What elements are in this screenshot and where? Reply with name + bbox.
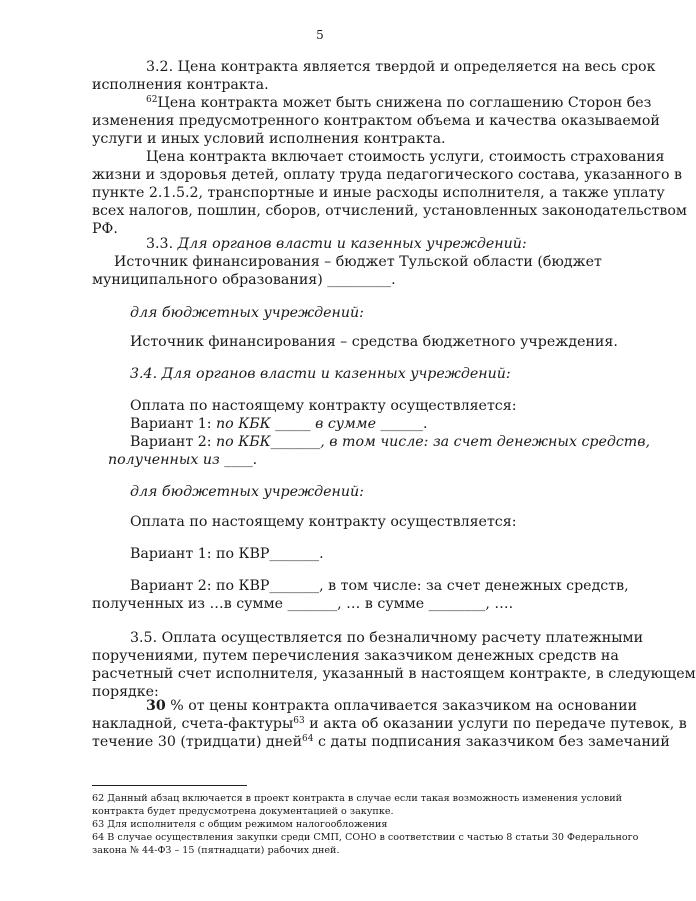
text-line: исполнения контракта.: [92, 77, 269, 93]
text-line: 3.4. Для органов власти и казенных учреждений:: [130, 366, 511, 382]
text-line: для бюджетных учреждений:: [130, 484, 364, 500]
text-line: течение 30 (тридцати) дней$^{64}$ с даты подписания заказчиком без замечаний: [92, 734, 670, 750]
text-line: жизни и здоровья детей, оплату труда педагогического состава, указанного в: [92, 167, 682, 183]
footnote-ref[interactable]: 64: [302, 734, 314, 744]
text-line: Цена контракта включает стоимость услуги, стоимость страхования: [146, 149, 665, 165]
text-line: 3.3. Для органов власти и казенных учреждений:: [146, 236, 527, 252]
text-line: 3.5. Оплата осуществляется по безналичному расчету платежными: [130, 630, 644, 646]
text-line: всех налогов, пошлин, сборов, отчислений, установленных законодательством: [92, 203, 687, 219]
text-line: РФ.: [92, 221, 118, 237]
text-line: Оплата по настоящему контракту осуществляется:: [130, 398, 517, 414]
footnote-ref[interactable]: 63: [293, 716, 305, 726]
text-line: поручениями, путем перечисления заказчиком денежных средств на: [92, 648, 619, 664]
text-line: муниципального образования) _________.: [92, 272, 396, 288]
text-line: полученных из …в сумме _______, … в сумме ________, ….: [92, 596, 514, 612]
footnote-separator: [92, 785, 247, 786]
text-line: пункте 2.1.5.2, транспортные и иные расходы исполнителя, а также уплату: [92, 185, 665, 201]
text-line: Вариант 1: по КБК _____ в сумме ______.: [130, 416, 428, 432]
text-line: расчетный счет исполнителя, указанный в настоящем контракте, в следующем: [92, 666, 696, 682]
footnote-line: закона № 44-ФЗ – 15 (пятнадцати) рабочих дней.: [92, 845, 340, 856]
text-line: Вариант 1: по КВР_______.: [130, 546, 324, 562]
text-line: Оплата по настоящему контракту осуществляется:: [130, 514, 517, 530]
text-line: для бюджетных учреждений:: [130, 305, 364, 321]
footnote-ref[interactable]: 62: [146, 95, 158, 105]
footnote-line: 62 Данный абзац включается в проект контракта в случае если такая возможность изменения условий: [92, 793, 623, 804]
text-line: порядке:: [92, 684, 159, 700]
page-number: 5: [316, 28, 324, 42]
text-line: Вариант 2: по КБК_______, в том числе: за счет денежных средств,: [130, 434, 651, 450]
text-line: полученных из ____.: [108, 452, 258, 468]
text-line: 3.2. Цена контракта является твердой и определяется на весь срок: [146, 59, 656, 75]
footnote-line: 64 В случае осуществления закупки среди СМП, СОНО в соответствии с частью 8 статьи 30 Федерального: [92, 832, 639, 843]
text-line: накладной, счета-фактуры$^{63}$ и акта об оказании услуги по передаче путевок, в: [92, 716, 687, 732]
text-line: услуги и иных условий исполнения контракта.: [92, 131, 446, 147]
text-line: $^{62}$Цена контракта может быть снижена по соглашению Сторон без: [146, 95, 652, 111]
footnote-line: контракта будет предусмотрена документацией о закупке.: [92, 806, 394, 817]
text-line: Источник финансирования – бюджет Тульской области (бюджет: [114, 254, 602, 270]
text-line: Источник финансирования – средства бюджетного учреждения.: [130, 334, 618, 350]
text-line: изменения предусмотренного контрактом объема и качества оказываемой: [92, 113, 660, 129]
footnote-line: 63 Для исполнителя с общим режимом налогообложения: [92, 819, 388, 830]
text-line: 30 % от цены контракта оплачивается заказчиком на основании: [146, 698, 638, 714]
text-line: Вариант 2: по КВР_______, в том числе: за счет денежных средств,: [130, 578, 629, 594]
